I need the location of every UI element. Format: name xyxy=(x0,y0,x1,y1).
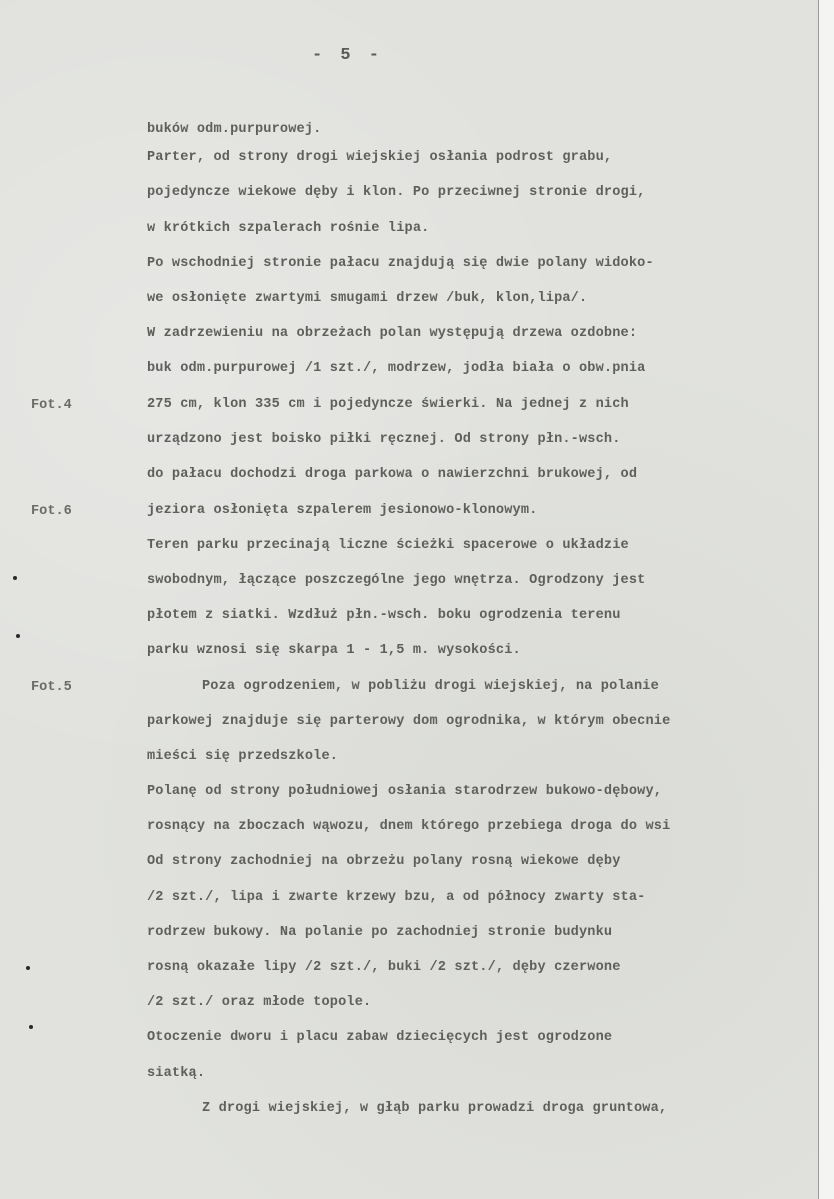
text-line: /2 szt./ oraz młode topole. xyxy=(147,995,372,1010)
text-line: pojedyncze wiekowe dęby i klon. Po przeciwnej stronie drogi, xyxy=(147,185,646,200)
text-line: Od strony zachodniej na obrzeżu polany rosną wiekowe dęby xyxy=(147,854,621,869)
text-line: Parter, od strony drogi wiejskiej osłania podrost grabu, xyxy=(147,150,613,165)
text-line: parku wznosi się skarpa 1 - 1,5 m. wysokości. xyxy=(147,643,521,658)
text-line: urządzono jest boisko piłki ręcznej. Od strony płn.-wsch. xyxy=(147,432,621,447)
margin-note-photo-ref: Fot.5 xyxy=(31,680,72,695)
text-line: Otoczenie dworu i placu zabaw dziecięcych jest ogrodzone xyxy=(147,1030,613,1045)
text-line: swobodnym, łączące poszczególne jego wnętrza. Ogrodzony jest xyxy=(147,573,646,588)
punch-mark-dot xyxy=(16,634,20,638)
text-line: we osłonięte zwartymi smugami drzew /buk, klon,lipa/. xyxy=(147,291,588,306)
punch-mark-dot xyxy=(29,1025,33,1029)
text-line: mieści się przedszkole. xyxy=(147,749,339,764)
text-line: Po wschodniej stronie pałacu znajdują się dwie polany widoko- xyxy=(147,256,654,271)
text-line: parkowej znajduje się parterowy dom ogrodnika, w którym obecnie xyxy=(147,714,671,729)
text-line: siatką. xyxy=(147,1066,206,1081)
text-line: buk odm.purpurowej /1 szt./, modrzew, jodła biała o obw.pnia xyxy=(147,361,646,376)
punch-mark-dot xyxy=(13,576,17,580)
text-line: Teren parku przecinają liczne ścieżki spacerowe o układzie xyxy=(147,538,629,553)
text-line: do pałacu dochodzi droga parkowa o nawierzchni brukowej, od xyxy=(147,467,638,482)
text-line: rosnący na zboczach wąwozu, dnem którego przebiega droga do wsi xyxy=(147,819,671,834)
text-line: Polanę od strony południowej osłania starodrzew bukowo-dębowy, xyxy=(147,784,663,799)
text-line: rosną okazałe lipy /2 szt./, buki /2 szt./, dęby czerwone xyxy=(147,960,621,975)
text-line: W zadrzewieniu na obrzeżach polan występują drzewa ozdobne: xyxy=(147,326,638,341)
text-line: /2 szt./, lipa i zwarte krzewy bzu, a od północy zwarty sta- xyxy=(147,890,646,905)
text-line: rodrzew bukowy. Na polanie po zachodniej stronie budynku xyxy=(147,925,613,940)
text-line: Poza ogrodzeniem, w pobliżu drogi wiejskiej, na polanie xyxy=(202,679,659,694)
margin-note-photo-ref: Fot.6 xyxy=(31,504,72,519)
text-line: buków odm.purpurowej. xyxy=(147,122,322,137)
page-number: - 5 - xyxy=(312,46,384,65)
margin-note-photo-ref: Fot.4 xyxy=(31,398,72,413)
text-line: jeziora osłonięta szpalerem jesionowo-klonowym. xyxy=(147,503,538,518)
text-line: Z drogi wiejskiej, w głąb parku prowadzi droga gruntowa, xyxy=(202,1101,668,1116)
text-line: w krótkich szpalerach rośnie lipa. xyxy=(147,221,430,236)
punch-mark-dot xyxy=(26,966,30,970)
text-line: płotem z siatki. Wzdłuż płn.-wsch. boku ogrodzenia terenu xyxy=(147,608,621,623)
text-line: 275 cm, klon 335 cm i pojedyncze świerki. Na jednej z nich xyxy=(147,397,629,412)
